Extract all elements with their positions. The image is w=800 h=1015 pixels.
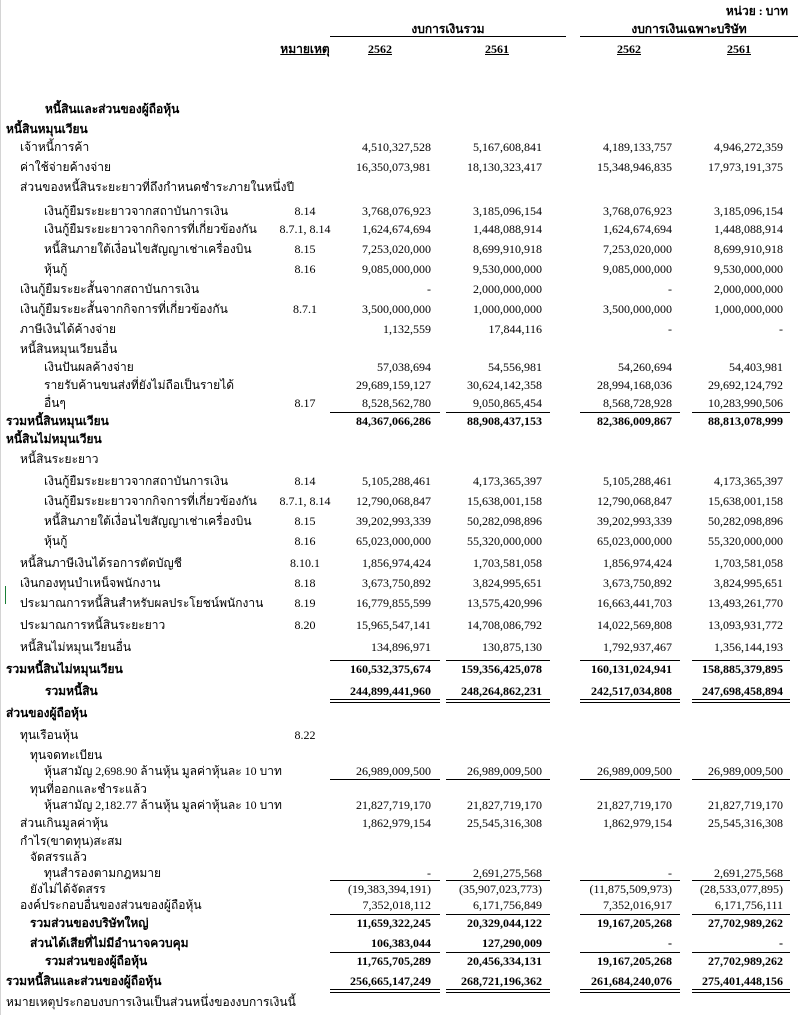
row-label: ค่าใช้จ่ายค้างจ่าย <box>20 160 111 174</box>
row-value: 1,624,674,694 <box>362 222 431 236</box>
row-value: - <box>427 282 431 296</box>
row-label: รวมหนี้สินไม่หมุนเวียน <box>6 662 123 676</box>
row-value: 50,282,098,896 <box>708 514 783 528</box>
subtotal-rule <box>580 779 680 780</box>
row-value: 1,862,979,154 <box>603 816 672 830</box>
row-value: 30,624,142,358 <box>467 378 542 392</box>
row-value: 1,448,088,914 <box>714 222 783 236</box>
row-value: 159,356,425,078 <box>461 662 542 676</box>
total-double-rule <box>446 702 550 703</box>
row-label: เงินปันผลค้างจ่าย <box>44 360 134 374</box>
row-value: 8,568,728,928 <box>603 396 672 410</box>
row-value: 1,862,979,154 <box>362 816 431 830</box>
total-double-rule <box>580 699 680 700</box>
row-value: 130,875,130 <box>482 640 542 654</box>
row-value: 5,167,608,841 <box>473 140 542 154</box>
row-label: หนี้สินภายใต้เงื่อนไขสัญญาเช่าเครื่องบิน <box>44 514 252 528</box>
sheet-gridline <box>0 0 1 1015</box>
row-note-ref: 8.10.1 <box>290 556 320 570</box>
row-label: หนี้สินภายใต้เงื่อนไขสัญญาเช่าเครื่องบิน <box>44 242 252 256</box>
subtotal-rule <box>580 914 680 915</box>
total-double-rule <box>692 989 790 990</box>
row-note-ref: 8.7.1, 8.14 <box>279 494 331 508</box>
row-value: 3,185,096,154 <box>473 204 542 218</box>
row-value: 7,352,018,112 <box>362 898 431 912</box>
row-label: เงินกู้ยืมระยะยาวจากกิจการที่เกี่ยวข้องกัน <box>44 494 257 508</box>
total-double-rule <box>446 989 550 990</box>
row-value: 11,659,322,245 <box>356 916 431 930</box>
subtotal-rule <box>330 914 440 915</box>
row-value: 275,401,448,156 <box>702 974 783 988</box>
row-value: - <box>668 866 672 880</box>
row-label: เงินกู้ยืมระยะสั้นจากสถาบันการเงิน <box>20 282 200 296</box>
row-value: 19,167,205,268 <box>597 954 672 968</box>
row-value: 10,283,990,506 <box>708 396 783 410</box>
year-header-sep-2561: 2561 <box>727 42 751 56</box>
row-value: 82,386,009,867 <box>597 414 672 428</box>
row-label: รวมส่วนของผู้ถือหุ้น <box>45 954 148 968</box>
row-value: 3,500,000,000 <box>362 302 431 316</box>
row-value: 1,792,937,467 <box>603 640 672 654</box>
subtotal-rule <box>446 880 550 881</box>
row-label: เจ้าหนี้การค้า <box>20 140 90 154</box>
separate-header-rule <box>580 36 798 37</box>
row-value: 244,899,441,960 <box>350 684 431 698</box>
row-value: 16,779,855,599 <box>356 596 431 610</box>
row-value: 65,023,000,000 <box>597 534 672 548</box>
row-value: 2,000,000,000 <box>714 282 783 296</box>
row-value: 28,994,168,036 <box>597 378 672 392</box>
row-value: (11,875,509,973) <box>589 882 672 896</box>
row-note-ref: 8.17 <box>294 396 316 410</box>
row-value: 1,856,974,424 <box>362 556 431 570</box>
total-double-rule <box>330 702 440 703</box>
row-note-ref: 8.16 <box>294 534 316 548</box>
total-double-rule <box>446 699 550 700</box>
row-value: 54,556,981 <box>488 360 542 374</box>
row-label: หุ้นสามัญ 2,698.90 ล้านหุ้น มูลค่าหุ้นละ 10 บาท <box>44 764 282 778</box>
row-value: 25,545,316,308 <box>708 816 783 830</box>
row-value: 26,989,009,500 <box>356 764 431 778</box>
subtotal-rule <box>330 412 440 413</box>
row-value: 1,000,000,000 <box>714 302 783 316</box>
row-value: 54,260,694 <box>618 360 672 374</box>
row-value: 9,085,000,000 <box>362 262 431 276</box>
row-label: ส่วนของหนี้สินระยะยาวที่ถึงกำหนดชำระภายในหนึ่งปี <box>20 180 295 194</box>
row-value: 1,624,674,694 <box>603 222 672 236</box>
row-value: 26,989,009,500 <box>708 764 783 778</box>
row-value: (28,533,077,895) <box>700 882 783 896</box>
row-value: 247,698,458,894 <box>702 684 783 698</box>
row-note-ref: 8.15 <box>294 242 316 256</box>
row-value: 261,684,240,076 <box>591 974 672 988</box>
year-header-sep-2562: 2562 <box>617 42 641 56</box>
row-value: 14,708,086,792 <box>467 618 542 632</box>
row-value: 3,673,750,892 <box>603 576 672 590</box>
row-label: รวมหนี้สินและส่วนของผู้ถือหุ้น <box>6 974 162 988</box>
row-value: - <box>668 936 672 950</box>
row-label: ทุนเรือนหุ้น <box>20 728 79 742</box>
row-note-ref: 8.20 <box>294 618 316 632</box>
total-double-rule <box>330 699 440 700</box>
row-value: 21,827,719,170 <box>356 798 431 812</box>
row-value: 4,173,365,397 <box>473 474 542 488</box>
row-value: 2,691,275,568 <box>714 866 783 880</box>
row-value: 20,456,334,131 <box>467 954 542 968</box>
row-value: 3,673,750,892 <box>362 576 431 590</box>
row-value: 127,290,009 <box>482 936 542 950</box>
row-value: 8,699,910,918 <box>714 242 783 256</box>
row-value: 7,253,020,000 <box>362 242 431 256</box>
row-value: 1,703,581,058 <box>473 556 542 570</box>
row-value: - <box>668 322 672 336</box>
subtotal-rule <box>692 914 790 915</box>
row-label: หนี้สินไม่หมุนเวียนอื่น <box>20 640 132 654</box>
row-value: 17,844,116 <box>488 322 542 336</box>
row-value: 25,545,316,308 <box>467 816 542 830</box>
row-label: ส่วนเกินมูลค่าหุ้น <box>20 816 108 830</box>
total-double-rule <box>692 992 790 993</box>
row-value: 6,171,756,849 <box>473 898 542 912</box>
row-value: 160,532,375,674 <box>350 662 431 676</box>
row-value: 21,827,719,170 <box>597 798 672 812</box>
row-value: 16,350,073,981 <box>356 160 431 174</box>
total-double-rule <box>580 992 680 993</box>
row-label: กำไร(ขาดทุน)สะสม <box>20 834 123 848</box>
row-value: 9,050,865,454 <box>473 396 542 410</box>
row-value: 4,510,327,528 <box>362 140 431 154</box>
row-value: 5,105,288,461 <box>362 474 431 488</box>
row-label: หนี้สินหมุนเวียน <box>6 122 88 136</box>
row-label: หนี้สินหมุนเวียนอื่น <box>20 342 118 356</box>
row-value: 3,500,000,000 <box>603 302 672 316</box>
row-label: รวมหนี้สิน <box>45 684 98 698</box>
row-value: 6,171,756,111 <box>714 898 783 912</box>
row-note-ref: 8.19 <box>294 596 316 610</box>
total-double-rule <box>692 699 790 700</box>
row-note-ref: 8.14 <box>294 204 316 218</box>
subtotal-rule <box>330 660 440 661</box>
row-label: หุ้นสามัญ 2,182.77 ล้านหุ้น มูลค่าหุ้นละ 10 บาท <box>44 798 282 812</box>
row-value: - <box>779 936 783 950</box>
row-value: 1,356,144,193 <box>714 640 783 654</box>
year-header-cons-2561: 2561 <box>485 42 509 56</box>
row-value: 17,973,191,375 <box>708 160 783 174</box>
cell-selection-marker <box>5 586 6 604</box>
row-value: 27,702,989,262 <box>708 954 783 968</box>
total-double-rule <box>330 992 440 993</box>
row-value: - <box>668 282 672 296</box>
row-value: 248,264,862,231 <box>461 684 542 698</box>
row-value: 15,348,946,835 <box>597 160 672 174</box>
row-value: 15,965,547,141 <box>356 618 431 632</box>
consolidated-header-rule <box>330 36 566 37</box>
row-label: รายรับค้านขนส่งที่ยังไม่ถือเป็นรายได้ <box>44 378 235 392</box>
row-note-ref: 8.7.1, 8.14 <box>279 222 331 236</box>
row-value: 12,790,068,847 <box>356 494 431 508</box>
row-label: หุ้นกู้ <box>44 262 68 276</box>
row-value: 1,000,000,000 <box>473 302 542 316</box>
row-label: อื่นๆ <box>44 396 66 410</box>
subtotal-rule <box>446 412 550 413</box>
row-value: 55,320,000,000 <box>467 534 542 548</box>
row-label: ยังไม่ได้จัดสรร <box>30 882 106 896</box>
row-value: 268,721,196,362 <box>461 974 542 988</box>
row-value: 16,663,441,703 <box>597 596 672 610</box>
note-column-header: หมายเหตุ <box>280 42 330 56</box>
row-value: 7,253,020,000 <box>603 242 672 256</box>
subtotal-rule <box>580 412 680 413</box>
row-value: 13,093,931,772 <box>708 618 783 632</box>
section-title: หนี้สินและส่วนของผู้ถือหุ้น <box>45 102 180 116</box>
row-value: - <box>427 866 431 880</box>
row-value: 4,173,365,397 <box>714 474 783 488</box>
row-value: 3,768,076,923 <box>362 204 431 218</box>
row-value: 242,517,034,808 <box>591 684 672 698</box>
row-label: หนี้สินไม่หมุนเวียน <box>6 432 102 446</box>
total-double-rule <box>692 702 790 703</box>
row-label: เงินกู้ยืมระยะยาวจากกิจการที่เกี่ยวข้องกัน <box>44 222 257 236</box>
row-value: 106,383,044 <box>371 936 431 950</box>
subtotal-rule <box>446 914 550 915</box>
subtotal-rule <box>330 952 440 953</box>
row-value: - <box>779 322 783 336</box>
separate-header: งบการเงินเฉพาะบริษัท <box>631 22 747 36</box>
row-label: จัดสรรแล้ว <box>30 850 87 864</box>
row-value: 55,320,000,000 <box>708 534 783 548</box>
row-value: 50,282,098,896 <box>467 514 542 528</box>
row-label: ประมาณการหนี้สินสำหรับผลประโยชน์พนักงาน <box>20 596 264 610</box>
year-header-cons-2562: 2562 <box>368 42 392 56</box>
row-value: 12,790,068,847 <box>597 494 672 508</box>
row-value: 3,768,076,923 <box>603 204 672 218</box>
row-value: 57,038,694 <box>377 360 431 374</box>
row-note-ref: 8.15 <box>294 514 316 528</box>
row-note-ref: 8.22 <box>294 728 316 742</box>
row-value: 4,189,133,757 <box>603 140 672 154</box>
row-value: 27,702,989,262 <box>708 916 783 930</box>
row-value: 8,528,562,780 <box>362 396 431 410</box>
row-value: 18,130,323,417 <box>467 160 542 174</box>
row-value: 20,329,044,122 <box>467 916 542 930</box>
row-value: 11,765,705,289 <box>356 954 431 968</box>
row-note-ref: 8.18 <box>294 576 316 590</box>
row-value: 65,023,000,000 <box>356 534 431 548</box>
row-value: 21,827,719,170 <box>467 798 542 812</box>
row-label: หนี้สินระยะยาว <box>20 452 99 466</box>
row-value: 3,824,995,651 <box>473 576 542 590</box>
row-label: รวมหนี้สินหมุนเวียน <box>6 414 109 428</box>
row-note-ref: 8.16 <box>294 262 316 276</box>
row-value: 54,403,981 <box>729 360 783 374</box>
row-value: 134,896,971 <box>371 640 431 654</box>
row-value: 9,085,000,000 <box>603 262 672 276</box>
total-double-rule <box>580 702 680 703</box>
subtotal-rule <box>446 952 550 953</box>
row-value: 158,885,379,895 <box>702 662 783 676</box>
row-value: 39,202,993,339 <box>597 514 672 528</box>
row-value: 4,946,272,359 <box>714 140 783 154</box>
subtotal-rule <box>692 779 790 780</box>
row-value: 19,167,205,268 <box>597 916 672 930</box>
row-label: ประมาณการหนี้สินระยะยาว <box>20 618 166 632</box>
row-label: เงินกู้ยืมระยะยาวจากสถาบันการเงิน <box>44 474 229 488</box>
row-label: หุ้นกู้ <box>44 534 68 548</box>
row-label: ภาษีเงินได้ค้างจ่าย <box>20 322 116 336</box>
row-value: 5,105,288,461 <box>603 474 672 488</box>
row-note-ref: 8.7.1 <box>293 302 317 316</box>
row-value: 88,908,437,153 <box>467 414 542 428</box>
row-value: 1,448,088,914 <box>473 222 542 236</box>
row-value: 13,575,420,996 <box>467 596 542 610</box>
row-value: 26,989,009,500 <box>467 764 542 778</box>
row-label: เงินกู้ยืมระยะยาวจากสถาบันการเงิน <box>44 204 229 218</box>
row-value: 39,202,993,339 <box>356 514 431 528</box>
row-label: ทุนที่ออกและชำระแล้ว <box>30 782 147 796</box>
row-label: องค์ประกอบอื่นของส่วนของผู้ถือหุ้น <box>20 898 202 912</box>
row-value: 15,638,001,158 <box>467 494 542 508</box>
row-label: รวมส่วนของบริษัทใหญ่ <box>30 916 149 930</box>
subtotal-rule <box>330 779 440 780</box>
row-value: 7,352,016,917 <box>603 898 672 912</box>
row-value: 1,703,581,058 <box>714 556 783 570</box>
row-label: ส่วนของผู้ถือหุ้น <box>6 706 88 720</box>
row-value: 1,132,559 <box>383 322 431 336</box>
row-label: ส่วนได้เสียที่ไม่มีอำนาจควบคุม <box>30 936 189 950</box>
row-value: 1,856,974,424 <box>603 556 672 570</box>
row-value: 15,638,001,158 <box>708 494 783 508</box>
consolidated-header: งบการเงินรวม <box>411 22 485 36</box>
row-value: 26,989,009,500 <box>597 764 672 778</box>
row-value: 88,813,078,999 <box>708 414 783 428</box>
row-label: หนี้สินภาษีเงินได้รอการตัดบัญชี <box>20 556 182 570</box>
row-value: 2,000,000,000 <box>473 282 542 296</box>
row-value: 84,367,066,286 <box>356 414 431 428</box>
footer-note: หมายเหตุประกอบงบการเงินเป็นส่วนหนึ่งของงบการเงินนี้ <box>6 995 296 1009</box>
subtotal-rule <box>580 660 680 661</box>
row-label: ทุนสำรองตามกฎหมาย <box>44 866 162 880</box>
row-value: 29,689,159,127 <box>356 378 431 392</box>
row-value: 21,827,719,170 <box>708 798 783 812</box>
row-value: 3,185,096,154 <box>714 204 783 218</box>
unit-label: หน่วย : บาท <box>725 4 788 18</box>
total-double-rule <box>446 992 550 993</box>
subtotal-rule <box>330 880 440 881</box>
row-value: 8,699,910,918 <box>473 242 542 256</box>
row-value: 14,022,569,808 <box>597 618 672 632</box>
row-value: 9,530,000,000 <box>473 262 542 276</box>
row-value: 13,493,261,770 <box>708 596 783 610</box>
subtotal-rule <box>692 880 790 881</box>
row-value: 2,691,275,568 <box>473 866 542 880</box>
subtotal-rule <box>580 952 680 953</box>
subtotal-rule <box>692 952 790 953</box>
row-value: (19,383,394,191) <box>348 882 431 896</box>
row-value: 29,692,124,792 <box>708 378 783 392</box>
row-value: 9,530,000,000 <box>714 262 783 276</box>
row-label: เงินกองทุนบำเหน็จพนักงาน <box>20 576 161 590</box>
subtotal-rule <box>446 779 550 780</box>
row-label: เงินกู้ยืมระยะสั้นจากกิจการที่เกี่ยวข้องกัน <box>20 302 228 316</box>
total-double-rule <box>330 989 440 990</box>
row-label: ทุนจดทะเบียน <box>30 748 103 762</box>
row-value: 3,824,995,651 <box>714 576 783 590</box>
subtotal-rule <box>580 880 680 881</box>
total-double-rule <box>580 989 680 990</box>
subtotal-rule <box>692 660 790 661</box>
row-value: 256,665,147,249 <box>350 974 431 988</box>
subtotal-rule <box>446 660 550 661</box>
row-note-ref: 8.14 <box>294 474 316 488</box>
row-value: (35,907,023,773) <box>459 882 542 896</box>
subtotal-rule <box>692 412 790 413</box>
row-value: 160,131,024,941 <box>591 662 672 676</box>
